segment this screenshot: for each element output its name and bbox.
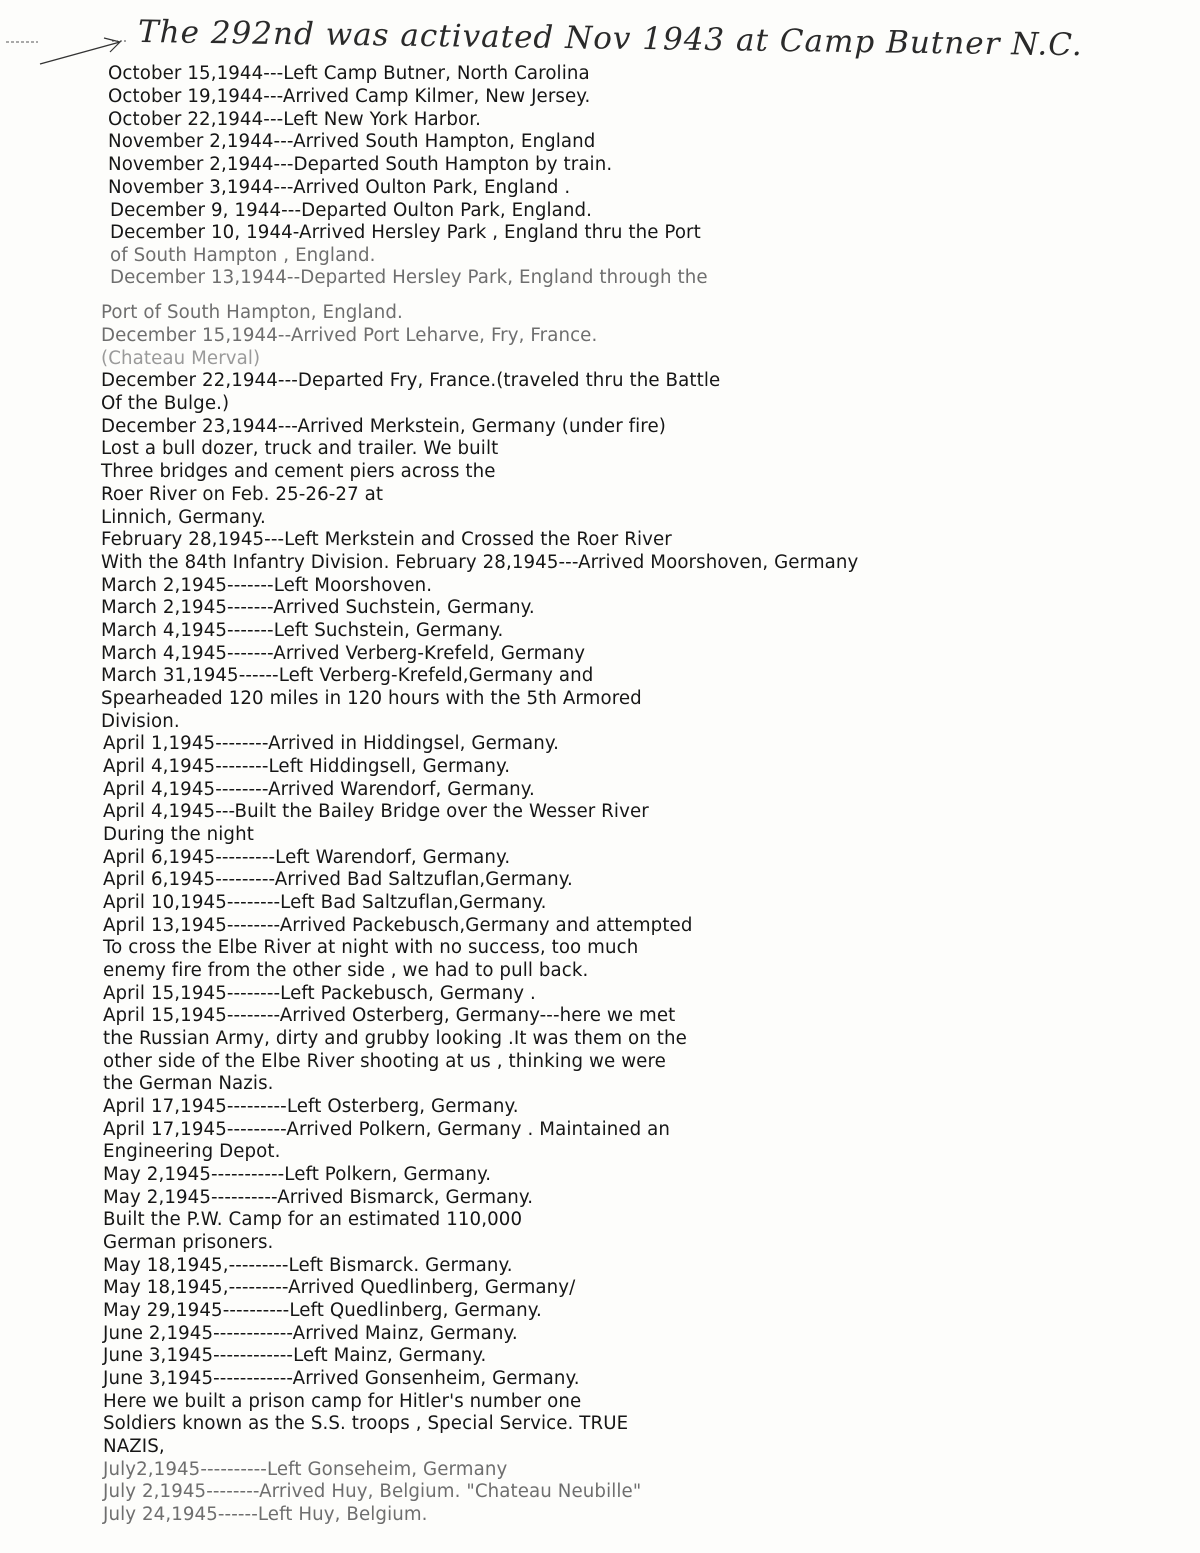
- timeline-line: April 17,1945---------Left Osterberg, Germany.: [103, 1096, 519, 1117]
- timeline-line: Engineering Depot.: [103, 1141, 281, 1162]
- timeline-line: November 3,1944---Arrived Oulton Park, England .: [108, 177, 571, 198]
- timeline-line: December 9, 1944---Departed Oulton Park, England.: [110, 200, 593, 221]
- timeline-line: November 2,1944---Arrived South Hampton, England: [108, 131, 596, 152]
- timeline-line: July 2,1945--------Arrived Huy, Belgium. "Chateau Neubille": [103, 1481, 642, 1502]
- timeline-line: May 18,1945,---------Arrived Quedlinberg, Germany/: [103, 1277, 576, 1298]
- timeline-line: NAZIS,: [103, 1436, 165, 1457]
- timeline-line: April 4,1945--------Left Hiddingsell, Germany.: [103, 756, 511, 777]
- timeline-line: Roer River on Feb. 25-26-27 at: [101, 484, 384, 505]
- timeline-line: April 4,1945---Built the Bailey Bridge over the Wesser River: [103, 801, 649, 822]
- timeline-line: other side of the Elbe River shooting at us , thinking we were: [103, 1051, 666, 1072]
- timeline-line: Built the P.W. Camp for an estimated 110,000: [103, 1209, 523, 1230]
- timeline-line: Linnich, Germany.: [101, 507, 266, 528]
- timeline-line: Soldiers known as the S.S. troops , Special Service. TRUE: [103, 1413, 629, 1434]
- timeline-line: Of the Bulge.): [101, 393, 230, 414]
- timeline-line: April 6,1945---------Arrived Bad Saltzuflan,Germany.: [103, 869, 573, 890]
- timeline-line: May 18,1945,---------Left Bismarck. Germany.: [103, 1255, 513, 1276]
- timeline-line: May 2,1945-----------Left Polkern, Germany.: [103, 1164, 492, 1185]
- timeline-line: (Chateau Merval): [101, 348, 261, 369]
- timeline-line: Lost a bull dozer, truck and trailer. We built: [101, 438, 499, 459]
- timeline-line: March 31,1945------Left Verberg-Krefeld,Germany and: [101, 665, 594, 686]
- timeline-line: Division.: [101, 711, 180, 732]
- handwritten-activation-note: The 292nd was activated Nov 1943 at Camp Butner N.C.: [137, 14, 1083, 64]
- timeline-line: December 15,1944--Arrived Port Leharve, Fry, France.: [101, 325, 598, 346]
- timeline-line: During the night: [103, 824, 254, 845]
- timeline-line: June 3,1945------------Left Mainz, Germany.: [103, 1345, 487, 1366]
- timeline-line: April 15,1945--------Arrived Osterberg, Germany---here we met: [103, 1005, 676, 1026]
- timeline-line: December 23,1944---Arrived Merkstein, Germany (under fire): [101, 416, 666, 437]
- timeline-line: Spearheaded 120 miles in 120 hours with the 5th Armored: [101, 688, 642, 709]
- timeline-line: To cross the Elbe River at night with no success, too much: [103, 937, 639, 958]
- timeline-line: March 2,1945-------Left Moorshoven.: [101, 575, 433, 596]
- timeline-line: April 10,1945--------Left Bad Saltzuflan,Germany.: [103, 892, 547, 913]
- timeline-line: March 4,1945-------Left Suchstein, Germany.: [101, 620, 504, 641]
- timeline-line: February 28,1945---Left Merkstein and Crossed the Roer River: [101, 529, 672, 550]
- timeline-line: German prisoners.: [103, 1232, 274, 1253]
- timeline-line: June 2,1945------------Arrived Mainz, Germany.: [103, 1323, 518, 1344]
- timeline-line: Here we built a prison camp for Hitler's number one: [103, 1391, 582, 1412]
- timeline-line: October 19,1944---Arrived Camp Kilmer, New Jersey.: [108, 86, 591, 107]
- timeline-line: April 1,1945--------Arrived in Hiddingsel, Germany.: [103, 733, 559, 754]
- timeline-line: July 24,1945------Left Huy, Belgium.: [103, 1504, 428, 1525]
- timeline-line: October 22,1944---Left New York Harbor.: [108, 109, 481, 130]
- timeline-line: Three bridges and cement piers across the: [101, 461, 496, 482]
- timeline-line: December 10, 1944-Arrived Hersley Park , England thru the Port: [110, 222, 701, 243]
- timeline-line: the Russian Army, dirty and grubby looking .It was them on the: [103, 1028, 687, 1049]
- timeline-line: April 15,1945--------Left Packebusch, Germany .: [103, 983, 536, 1004]
- timeline-line: April 17,1945---------Arrived Polkern, Germany . Maintained an: [103, 1119, 671, 1140]
- timeline-line: Port of South Hampton, England.: [101, 302, 403, 323]
- timeline-line: May 2,1945----------Arrived Bismarck, Germany.: [103, 1187, 534, 1208]
- timeline-line: June 3,1945------------Arrived Gonsenheim, Germany.: [103, 1368, 580, 1389]
- timeline-line: December 22,1944---Departed Fry, France.(traveled thru the Battle: [101, 370, 721, 391]
- timeline-line: May 29,1945----------Left Quedlinberg, Germany.: [103, 1300, 542, 1321]
- timeline-line: April 4,1945--------Arrived Warendorf, Germany.: [103, 779, 535, 800]
- timeline-line: the German Nazis.: [103, 1073, 274, 1094]
- timeline-line: March 4,1945-------Arrived Verberg-Krefeld, Germany: [101, 643, 586, 664]
- timeline-line: November 2,1944---Departed South Hampton by train.: [108, 154, 613, 175]
- timeline-line: April 13,1945--------Arrived Packebusch,Germany and attempted: [103, 915, 693, 936]
- timeline-line: April 6,1945---------Left Warendorf, Germany.: [103, 847, 511, 868]
- timeline-line: December 13,1944--Departed Hersley Park, England through the: [110, 267, 708, 288]
- timeline-line: of South Hampton , England.: [110, 245, 376, 266]
- timeline-line: July2,1945----------Left Gonseheim, Germany: [103, 1459, 508, 1480]
- timeline-line: October 15,1944---Left Camp Butner, North Carolina: [108, 63, 590, 84]
- timeline-line: With the 84th Infantry Division. February 28,1945---Arrived Moorshoven, Germany: [101, 552, 859, 573]
- timeline-line: March 2,1945-------Arrived Suchstein, Germany.: [101, 597, 535, 618]
- timeline-line: enemy fire from the other side , we had to pull back.: [103, 960, 589, 981]
